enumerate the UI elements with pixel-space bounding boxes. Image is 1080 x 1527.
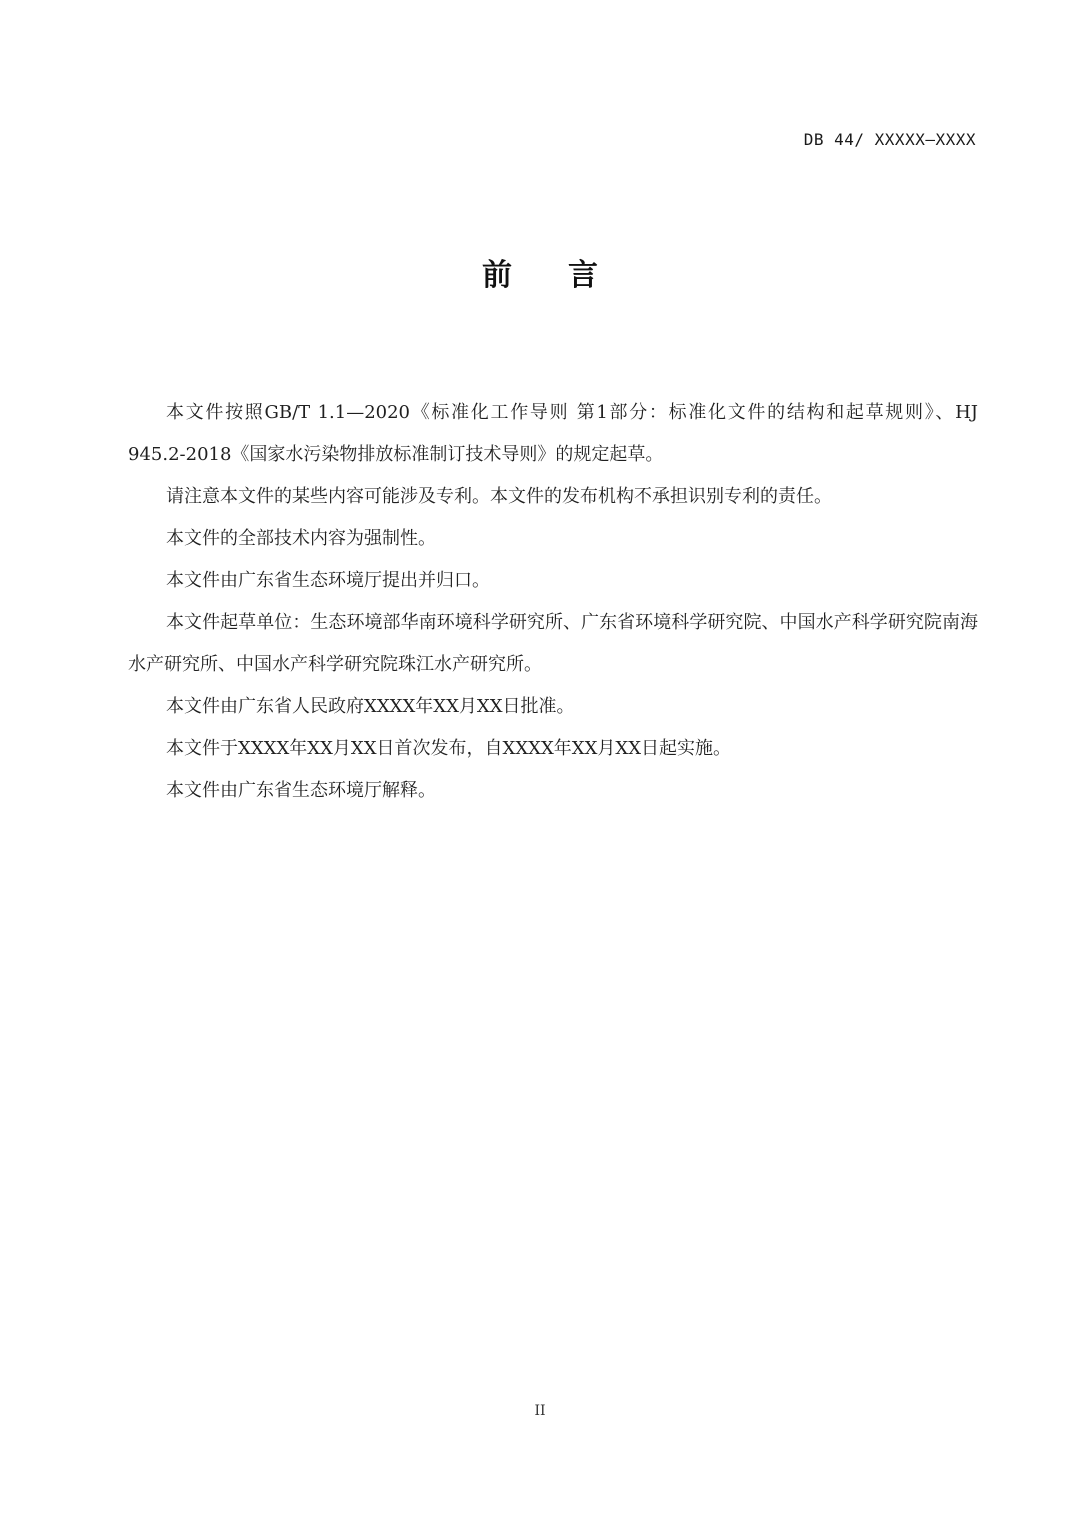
paragraph-interpretation: 本文件由广东省生态环境厅解释。 bbox=[166, 780, 436, 801]
page-number: II bbox=[534, 1403, 546, 1419]
paragraph-mandatory: 本文件的全部技术内容为强制性。 bbox=[166, 528, 436, 549]
paragraph-approval: 本文件由广东省人民政府XXXX年XX月XX日批准。 bbox=[166, 696, 575, 717]
document-code: DB 44/ XXXXX—XXXX bbox=[803, 130, 976, 149]
paragraph-release-date: 本文件于XXXX年XX月XX日首次发布，自XXXX年XX月XX日起实施。 bbox=[166, 738, 732, 759]
paragraph-drafting-units: 本文件起草单位：生态环境部华南环境科学研究所、广东省环境科学研究院、中国水产科学研究院南海水产研究所、中国水产科学研究院珠江水产研究所。 bbox=[128, 612, 978, 675]
paragraph-drafting-basis: 本文件按照GB/T 1.1—2020《标准化工作导则 第1部分：标准化文件的结构和起草规则》、HJ 945.2-2018《国家水污染物排放标准制订技术导则》的规定起草。 bbox=[128, 402, 978, 465]
paragraph-proposer: 本文件由广东省生态环境厅提出并归口。 bbox=[166, 570, 490, 591]
paragraph-patent-notice: 请注意本文件的某些内容可能涉及专利。本文件的发布机构不承担识别专利的责任。 bbox=[166, 486, 832, 507]
page-title: 前言 bbox=[482, 258, 654, 293]
document-body bbox=[128, 392, 978, 812]
